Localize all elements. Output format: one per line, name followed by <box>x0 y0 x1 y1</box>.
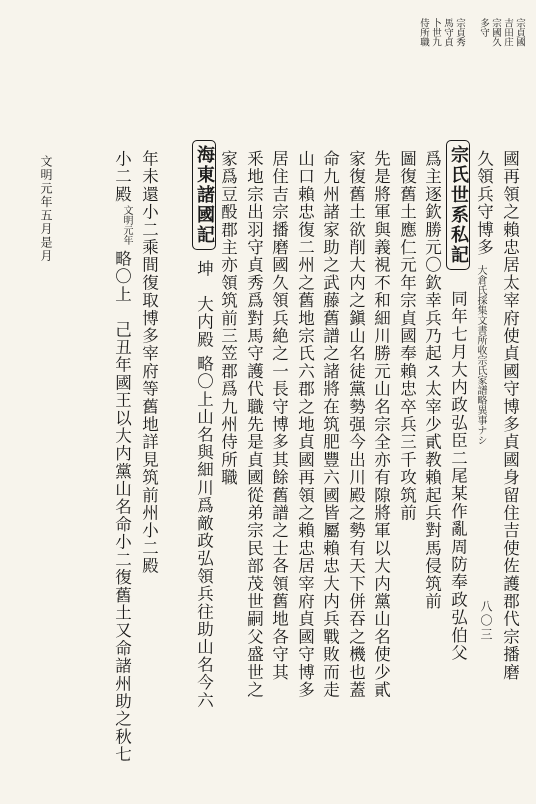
text-column-4: 爲主逐欽勝元〇欽幸兵乃起ス太宰少貳教賴起兵對馬侵筑前 <box>422 150 442 611</box>
text-column-11: 釆地宗出羽守貞秀爲對馬守護代職先是貞國從弟宗民部茂世嗣父盛世之 <box>244 150 264 699</box>
text-column-13a: 坤 大内殿 <box>194 260 214 349</box>
top-note-7: 卜世九 <box>430 18 441 47</box>
section-heading-kaito-shokokuki: 海東諸國記 <box>192 140 216 250</box>
text-column-15: 小二殿 <box>112 150 132 204</box>
text-column-2-note: 大倉氏採集文書所收宗氏家譜略異事ナシ <box>475 265 486 445</box>
text-column-2: 久領兵守博多 <box>474 150 494 257</box>
text-column-3: 同年七月大内政弘臣二尾某作亂周防奉政弘伯父 <box>448 290 468 662</box>
top-note-1: 宗貞國 <box>514 18 525 47</box>
text-column-8: 命九州諸家助之武藤舊譜之諸將在筑肥豐六國皆屬賴忠大内兵戰敗而走 <box>320 150 340 699</box>
text-column-12: 家爲豆酘郡主亦領筑前三笠郡爲九州侍所職 <box>218 150 238 487</box>
text-column-5: 圖復舊土應仁元年宗貞國奉賴忠卒兵三千攻筑前 <box>397 150 417 522</box>
text-column-1: 國再領之賴忠居太宰府使貞國守博多貞國身留住吉使佐護郡代宗播磨 <box>500 150 520 681</box>
text-column-7: 家復舊土欲削大内之鎭山名徒黨勢强今出川殿之勢有天下併吞之機也蓋 <box>346 150 366 699</box>
text-column-15-note: 文明元年 <box>121 205 132 245</box>
top-note-2: 吉田庄 <box>502 18 513 47</box>
text-column-15b: 略〇上 己丑年國王以大内黨山名命小二復舊土又命諸州助之秋七 <box>112 250 132 764</box>
text-column-10: 居住吉宗播磨國久領兵絶之一長守博多其餘舊譜之士各領舊地各守其 <box>269 150 289 681</box>
section-heading-sou-shi-seikei-shiki: 宗氏世系私記 <box>446 140 470 270</box>
text-column-14: 年未還小二乘間復取博多宰府等舊地詳見筑前州小二殿 <box>139 150 159 575</box>
text-column-6: 先是將軍與義視不和細川勝元山名宗全亦有隙將軍以大内黨山名使少貳 <box>371 150 391 699</box>
top-note-6: 馬守貞 <box>442 18 453 47</box>
top-note-5: 宗貞秀 <box>454 18 465 47</box>
text-column-9: 山口賴忠復二州之舊地宗氏六郡之地貞國再領之賴忠居宰府貞國守博多 <box>295 150 315 699</box>
text-column-13b: 略〇上山名與細川爲敵政弘領兵往助山名今六 <box>194 355 214 709</box>
page-number: 八〇三 <box>479 600 493 642</box>
running-header: 文明元年五月是月 <box>39 155 53 263</box>
top-note-8: 侍所職 <box>418 18 429 47</box>
top-note-4: 多守 <box>478 18 489 37</box>
top-note-3: 宗國久 <box>490 18 501 47</box>
